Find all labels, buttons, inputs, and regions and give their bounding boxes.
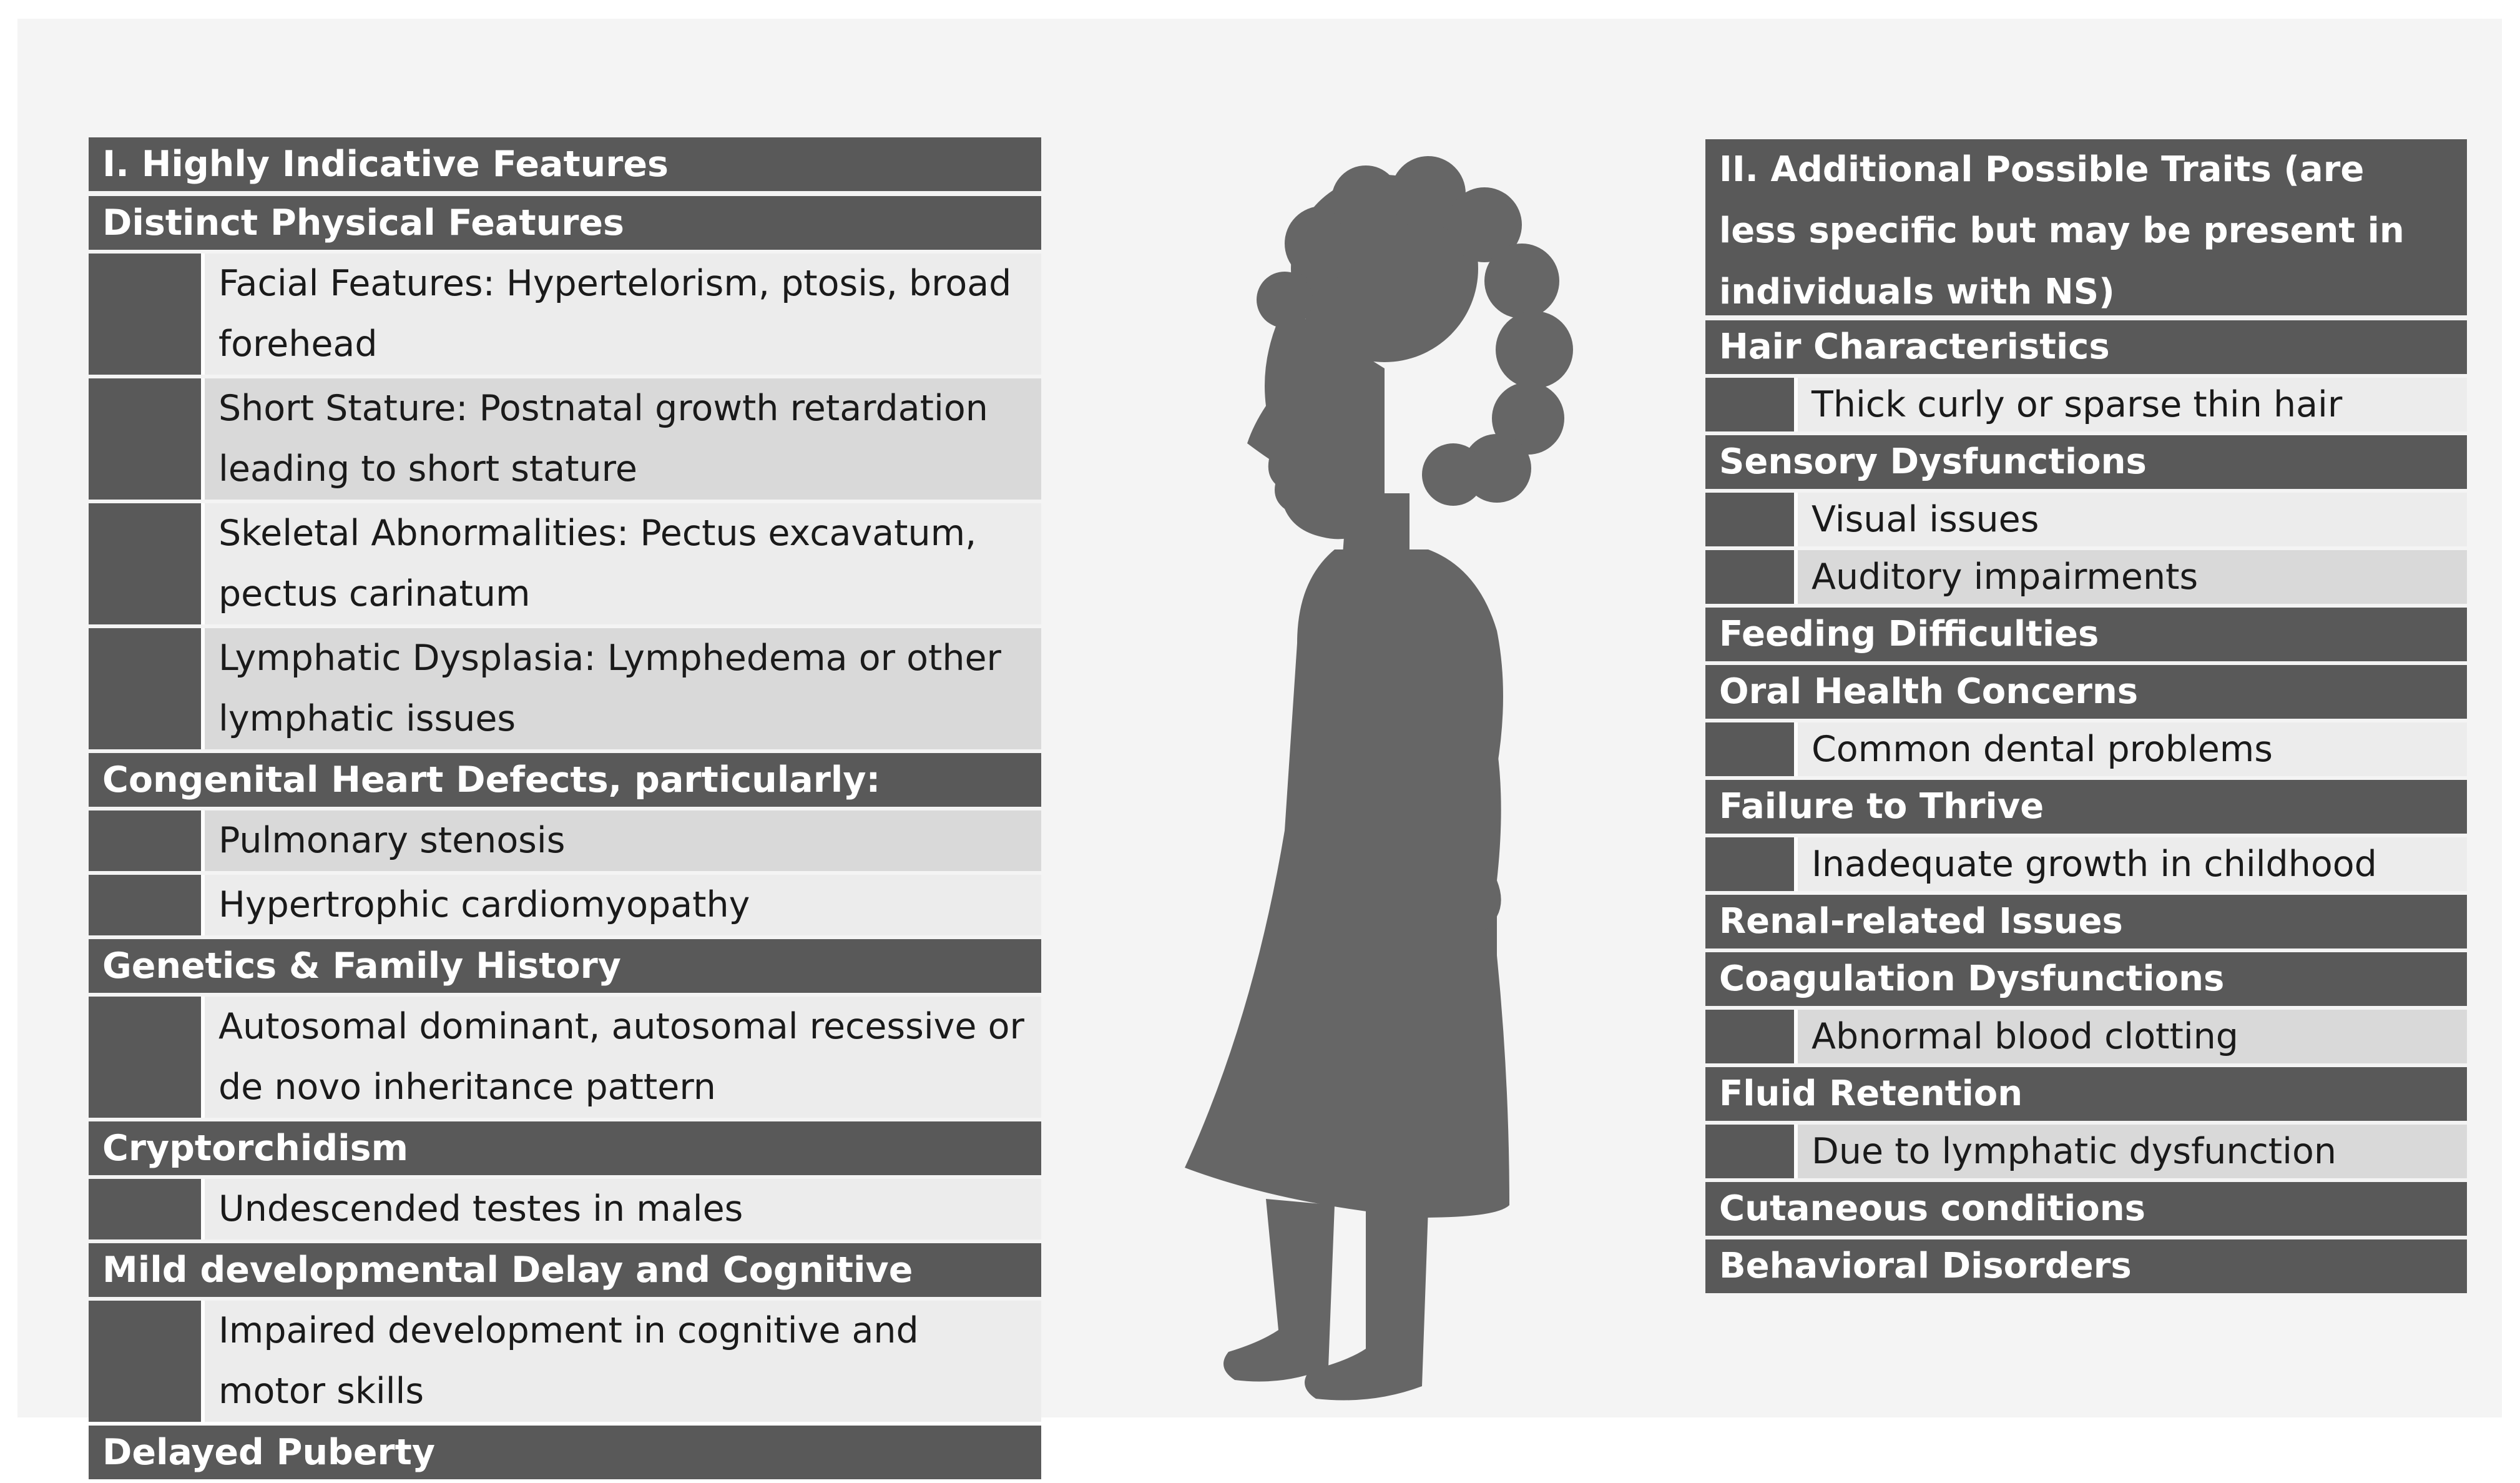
right-panel-body bbox=[1705, 320, 2467, 1293]
section-header-coagulation-dysfunctions: Coagulation Dysfunctions bbox=[1705, 952, 2467, 1006]
list-item bbox=[1705, 378, 2467, 431]
list-item bbox=[89, 997, 1041, 1118]
highly-indicative-features-panel bbox=[89, 137, 1041, 1483]
item-marker bbox=[89, 875, 201, 935]
list-item bbox=[1705, 550, 2467, 604]
section-header-renal-related-issues: Renal-related Issues bbox=[1705, 895, 2467, 948]
item-marker bbox=[89, 503, 201, 624]
list-item bbox=[89, 628, 1041, 749]
right-panel-title: II. Additional Possible Traits (are less specific but may be present in individuals with NS) bbox=[1705, 139, 2467, 315]
item-text: Due to lymphatic dysfunction bbox=[1794, 1125, 2467, 1178]
section-header-sensory-dysfunctions: Sensory Dysfunctions bbox=[1705, 435, 2467, 489]
section-header-genetics-family-history: Genetics & Family History bbox=[89, 939, 1041, 993]
item-text: Thick curly or sparse thin hair bbox=[1794, 378, 2467, 431]
section-header-hair-characteristics: Hair Characteristics bbox=[1705, 320, 2467, 374]
item-text: Visual issues bbox=[1794, 493, 2467, 546]
item-text: Lymphatic Dysplasia: Lymphedema or other lymphatic issues bbox=[201, 628, 1041, 749]
item-text: Facial Features: Hypertelorism, ptosis, broad forehead bbox=[201, 254, 1041, 375]
child-silhouette-icon bbox=[1160, 144, 1647, 1424]
item-marker bbox=[89, 1301, 201, 1422]
item-text: Abnormal blood clotting bbox=[1794, 1010, 2467, 1063]
list-item bbox=[1705, 493, 2467, 546]
list-item bbox=[1705, 837, 2467, 891]
list-item bbox=[89, 378, 1041, 500]
section-header-distinct-physical-features: Distinct Physical Features bbox=[89, 196, 1041, 250]
item-text: Undescended testes in males bbox=[201, 1179, 1041, 1239]
list-item bbox=[89, 503, 1041, 624]
list-item bbox=[1705, 1125, 2467, 1178]
section-header-behavioral-disorders: Behavioral Disorders bbox=[1705, 1239, 2467, 1293]
list-item bbox=[1705, 722, 2467, 776]
item-text: Auditory impairments bbox=[1794, 550, 2467, 604]
item-marker bbox=[89, 254, 201, 375]
left-panel-body bbox=[89, 196, 1041, 1479]
item-marker bbox=[89, 810, 201, 871]
section-header-oral-health-concerns: Oral Health Concerns bbox=[1705, 665, 2467, 719]
item-marker bbox=[1705, 1125, 1794, 1178]
list-item bbox=[89, 1179, 1041, 1239]
item-marker bbox=[1705, 493, 1794, 546]
section-header-fluid-retention: Fluid Retention bbox=[1705, 1067, 2467, 1121]
item-marker bbox=[1705, 722, 1794, 776]
item-marker bbox=[89, 1179, 201, 1239]
item-marker bbox=[1705, 837, 1794, 891]
section-header-failure-to-thrive: Failure to Thrive bbox=[1705, 780, 2467, 834]
item-marker bbox=[1705, 1010, 1794, 1063]
item-marker bbox=[1705, 378, 1794, 431]
list-item bbox=[89, 875, 1041, 935]
item-marker bbox=[1705, 550, 1794, 604]
section-header-delayed-puberty: Delayed Puberty bbox=[89, 1426, 1041, 1479]
item-text: Short Stature: Postnatal growth retardation leading to short stature bbox=[201, 378, 1041, 500]
left-panel-title: I. Highly Indicative Features bbox=[89, 137, 1041, 191]
item-marker bbox=[89, 378, 201, 500]
section-header-cryptorchidism: Cryptorchidism bbox=[89, 1121, 1041, 1175]
item-marker bbox=[89, 628, 201, 749]
section-header-feeding-difficulties: Feeding Difficulties bbox=[1705, 608, 2467, 661]
list-item bbox=[1705, 1010, 2467, 1063]
item-text: Hypertrophic cardiomyopathy bbox=[201, 875, 1041, 935]
item-text: Pulmonary stenosis bbox=[201, 810, 1041, 871]
list-item bbox=[89, 254, 1041, 375]
item-text: Inadequate growth in childhood bbox=[1794, 837, 2467, 891]
item-marker bbox=[89, 997, 201, 1118]
section-header-cutaneous-conditions: Cutaneous conditions bbox=[1705, 1182, 2467, 1236]
item-text: Skeletal Abnormalities: Pectus excavatum, pectus carinatum bbox=[201, 503, 1041, 624]
section-header-mild-developmental-delay-and-cognitive-deficits: Mild developmental Delay and Cognitive bbox=[89, 1243, 1041, 1297]
additional-possible-traits-panel bbox=[1705, 139, 2467, 1297]
list-item bbox=[89, 1301, 1041, 1422]
item-text: Impaired development in cognitive and motor skills bbox=[201, 1301, 1041, 1422]
list-item bbox=[89, 810, 1041, 871]
item-text: Autosomal dominant, autosomal recessive or de novo inheritance pattern bbox=[201, 997, 1041, 1118]
figure-canvas bbox=[17, 19, 2502, 1473]
section-header-congenital-heart-defects-particularly: Congenital Heart Defects, particularly: bbox=[89, 753, 1041, 807]
item-text: Common dental problems bbox=[1794, 722, 2467, 776]
